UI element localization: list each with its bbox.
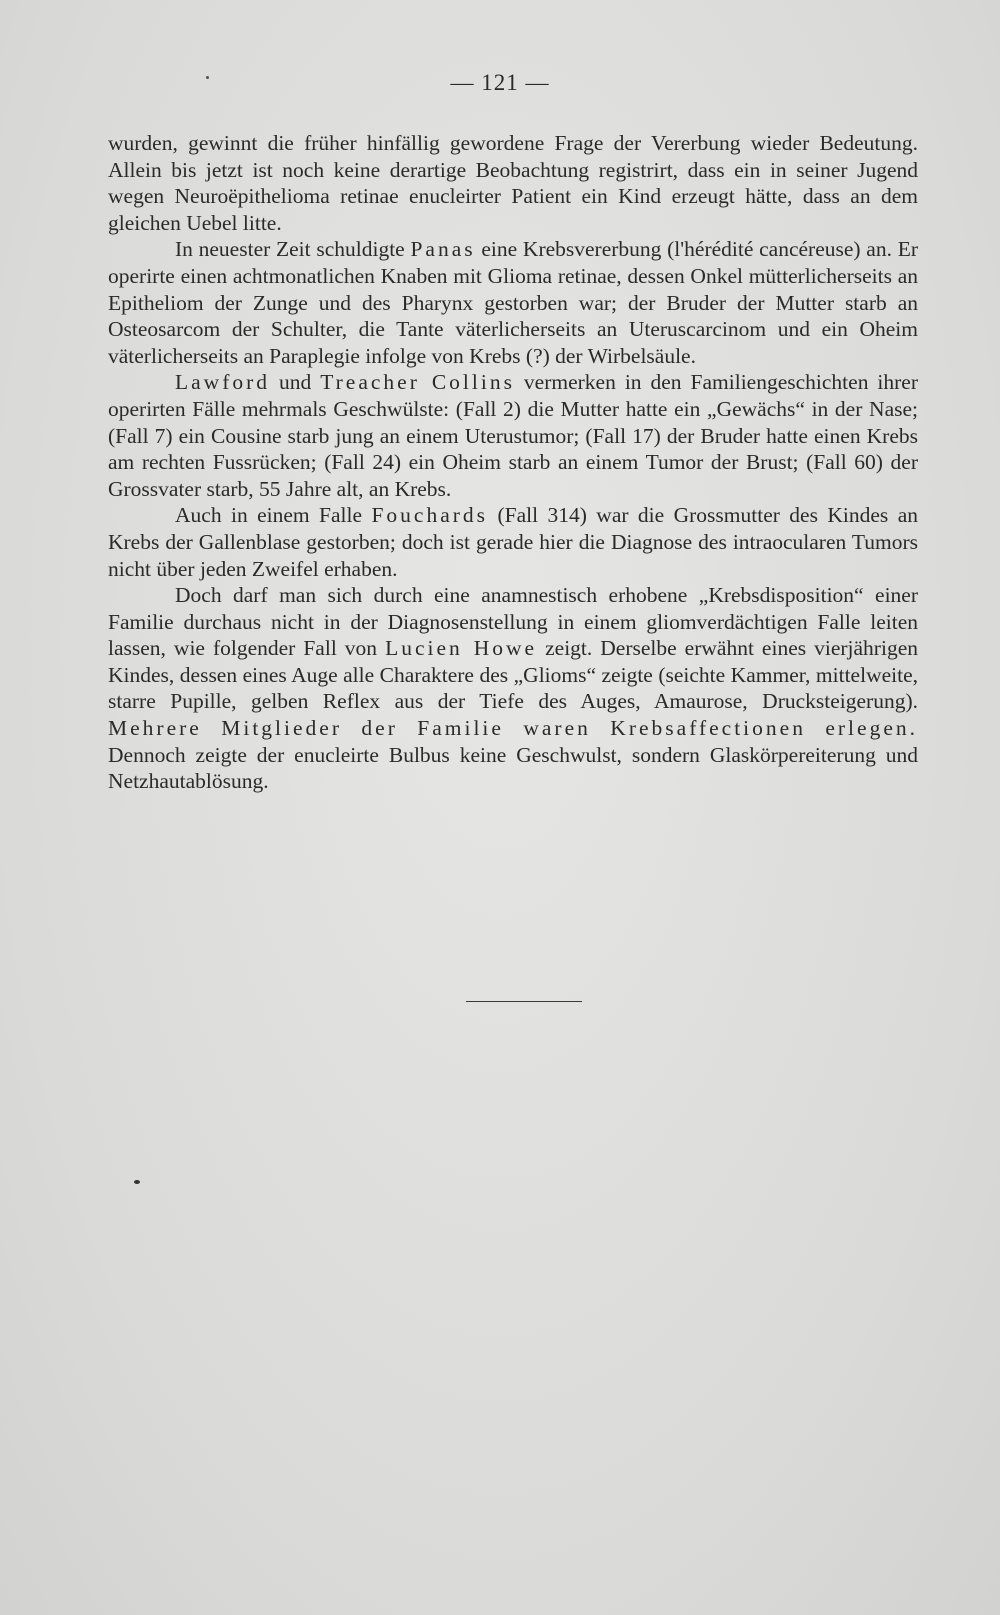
paragraph-3 xyxy=(108,369,918,502)
paragraph-text: Auch in einem Falle xyxy=(175,503,372,528)
paragraph-1 xyxy=(108,130,918,236)
paragraph-text: eine Krebsvererbung (l'hérédité cancéreuse) an. Er operirte einen achtmonatlichen Knaben mit Glioma retinae, dessen Onkel mütterlicherseits an Epitheliom der Zunge und des Pharynx gestorben war; der Bruder der Mutter starb an Osteosarcom der Schulter, die Tante väterlicherseits an Uteruscarcinom und ein Oheim väterlicherseits an Paraplegie infolge von Krebs (?) der Wirbelsäule. xyxy=(108,237,918,368)
paragraph-text: zeigt. Derselbe erwähnt eines vierjährigen Kindes, dessen eines Auge alle Charaktere des „Glioms“ zeigte (seichte Kammer, mittelweite, starre Pupille, gelben Reflex aus der Tiefe des Auges, Amaurose, Drucksteigerung). xyxy=(108,636,918,714)
author-name: Panas xyxy=(410,237,476,262)
paragraph-5 xyxy=(108,582,918,795)
author-name: Fouchards xyxy=(371,503,489,528)
paragraph-text: Dennoch zeigte der enucleirte Bulbus keine Geschwulst, sondern Glaskörpereiterung und Netzhautablösung. xyxy=(108,742,918,794)
paragraph-text: vermerken in den Familiengeschichten ihrer operirten Fälle mehrmals Geschwülste: (Fall 2) die Mutter hatte ein „Gewächs“ in der Nase; (Fall 7) ein Cousine starb jung an einem Uterustumor; (Fall 17) der Bruder hatte einen Krebs am rechten Fussrücken; (Fall 24) ein Oheim starb an einem Tumor der Brust; (Fall 60) der Grossvater starb, 55 Jahre alt, an Krebs. xyxy=(108,370,918,501)
paragraph-text: und xyxy=(270,370,321,395)
paragraph-text: (Fall 314) war die Grossmutter des Kindes an Krebs der Gallenblase gestorben; doch ist gerade hier die Diagnose des intraocularen Tumors nicht über jeden Zweifel erhaben. xyxy=(108,503,918,581)
paragraph-text: In neuester Zeit schuldigte xyxy=(175,237,411,262)
paragraph-2 xyxy=(108,236,918,369)
author-name: Treacher Collins xyxy=(320,370,515,395)
emphasized-text: Mehrere Mitglieder der Familie waren Krebsaffectionen erlegen. xyxy=(108,716,918,741)
paragraph-text: Doch darf man sich durch eine anamnestisch erhobene „Krebsdisposition“ einer Familie durchaus nicht in der Diagnosenstellung in einem gliomverdächtigen Falle leiten lassen, wie folgender Fall von xyxy=(108,583,918,661)
author-name: Lucien Howe xyxy=(385,636,538,661)
print-speck xyxy=(134,1180,140,1184)
paragraph-4 xyxy=(108,502,918,582)
page-number: — 121 — xyxy=(450,70,550,95)
paragraph-text: wurden, gewinnt die früher hinfällig gewordene Frage der Vererbung wieder Bedeutung. Allein bis jetzt ist noch keine derartige Beobachtung registrirt, dass ein in seiner Jugend wegen Neuroëpithelioma retinae enucleirter Patient ein Kind erzeugt hätte, dass an dem gleichen Uebel litte. xyxy=(108,131,918,235)
author-name: Lawford xyxy=(175,370,271,395)
section-divider xyxy=(466,1001,582,1002)
body-text xyxy=(108,130,918,795)
